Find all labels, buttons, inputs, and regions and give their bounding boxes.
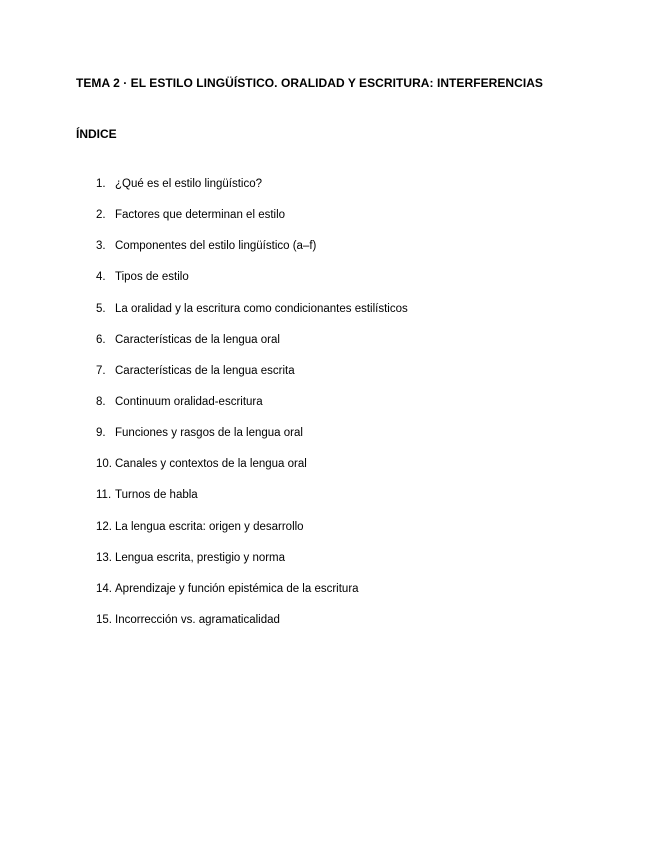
toc-item-text: La lengua escrita: origen y desarrollo [115,520,304,533]
toc-item-number: 5. [96,302,106,315]
toc-item-text: ¿Qué es el estilo lingüístico? [115,178,263,190]
toc-item-text: La oralidad y la escritura como condicionantes estilísticos [115,302,408,315]
toc-item-3 [96,239,408,270]
toc-item-number: 12. [96,520,112,533]
toc-item-number: 6. [96,333,106,346]
toc-item-number: 10. [96,458,112,471]
toc-item-text: Tipos de estilo [115,271,189,284]
toc-item-text: Características de la lengua oral [115,333,280,346]
toc-item-number: 2. [96,209,106,222]
toc-item-text: Turnos de habla [115,489,198,502]
toc-item-14 [96,582,408,613]
toc-item-text: Incorrección vs. agramaticalidad [115,613,280,626]
document-title: TEMA 2 · EL ESTILO LINGÜÍSTICO. ORALIDAD Y ESCRITURA: INTERFERENCIAS [76,76,543,90]
toc-item-10 [96,457,408,488]
toc-item-11 [96,488,408,519]
toc-item-text: Características de la lengua escrita [115,364,295,377]
toc-item-text: Funciones y rasgos de la lengua oral [115,427,303,440]
toc-item-4 [96,270,408,301]
toc-item-text: Canales y contextos de la lengua oral [115,458,307,471]
toc-item-number: 8. [96,395,106,408]
toc-item-6 [96,333,408,364]
toc-item-13 [96,551,408,582]
toc-item-text: Aprendizaje y función epistémica de la escritura [115,582,359,595]
toc-item-8 [96,395,408,426]
toc-item-text: Factores que determinan el estilo [115,209,286,222]
toc-item-5 [96,302,408,333]
toc-item-2 [96,208,408,239]
toc-item-7 [96,364,408,395]
toc-item-number: 4. [96,271,106,284]
toc-item-number: 13. [96,551,112,564]
toc-item-number: 11. [96,489,112,502]
toc-item-15 [96,613,408,644]
toc-item-9 [96,426,408,457]
toc-item-1 [96,177,408,208]
toc-item-number: 9. [96,427,106,440]
index-heading: ÍNDICE [76,127,117,141]
toc-item-text: Lengua escrita, prestigio y norma [115,551,286,564]
toc-item-number: 3. [96,240,106,253]
toc-item-number: 7. [96,364,106,377]
toc-item-text: Continuum oralidad-escritura [115,395,263,408]
toc-item-number: 14. [96,582,112,595]
toc-item-number: 1. [96,178,106,190]
table-of-contents [96,177,408,644]
toc-item-text: Componentes del estilo lingüístico (a–f) [115,240,317,253]
toc-item-number: 15. [96,613,112,626]
toc-item-12 [96,520,408,551]
